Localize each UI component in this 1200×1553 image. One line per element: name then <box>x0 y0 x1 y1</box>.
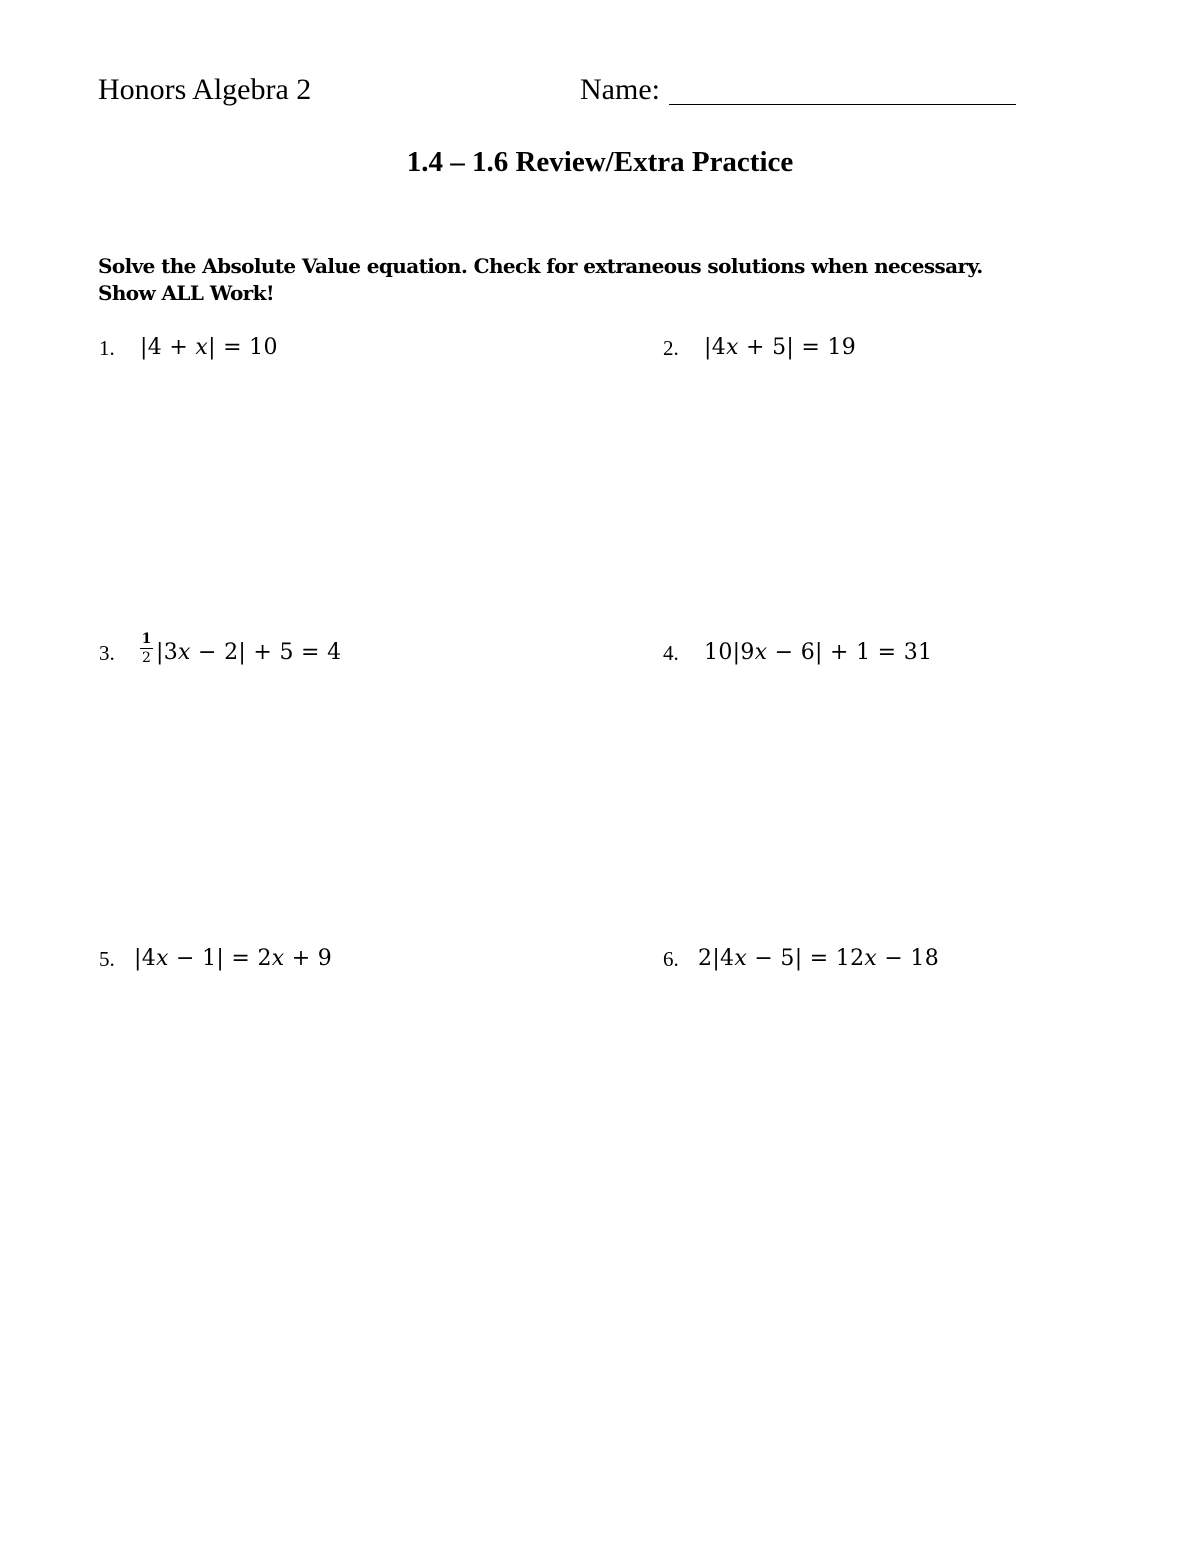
problem-6-number: 6. <box>663 947 679 971</box>
problem-5-number: 5. <box>99 947 115 971</box>
instructions <box>98 253 983 307</box>
problem-4-number: 4. <box>663 641 679 665</box>
problem-2-equation: |4x + 5| = 19 <box>704 335 857 360</box>
problem-3-equation: |3x − 2| + 5 = 4 <box>156 640 342 665</box>
problem-2-number: 2. <box>663 336 679 360</box>
problem-1-number: 1. <box>99 336 115 360</box>
problem-6-equation: 2|4x − 5| = 12x − 18 <box>698 946 940 971</box>
problem-4-equation: 10|9x − 6| + 1 = 31 <box>704 640 933 665</box>
course-title: Honors Algebra 2 <box>98 73 312 106</box>
instructions-line-1: Solve the Absolute Value equation. Check for extraneous solutions when necessary. <box>98 254 983 278</box>
problem-3-fraction <box>140 631 153 666</box>
instructions-line-2: Show ALL Work! <box>98 281 275 305</box>
fraction-denominator: 2 <box>142 650 151 666</box>
problem-3-number: 3. <box>99 641 115 665</box>
fraction-numerator: 1 <box>141 631 152 647</box>
fraction-bar <box>140 648 153 649</box>
problem-5-equation: |4x − 1| = 2x + 9 <box>134 946 333 971</box>
problem-1-equation: |4 + x| = 10 <box>140 335 278 360</box>
worksheet-title: 1.4 – 1.6 Review/Extra Practice <box>406 146 794 178</box>
name-label: Name: <box>580 73 660 106</box>
name-blank-line[interactable] <box>669 104 1016 105</box>
